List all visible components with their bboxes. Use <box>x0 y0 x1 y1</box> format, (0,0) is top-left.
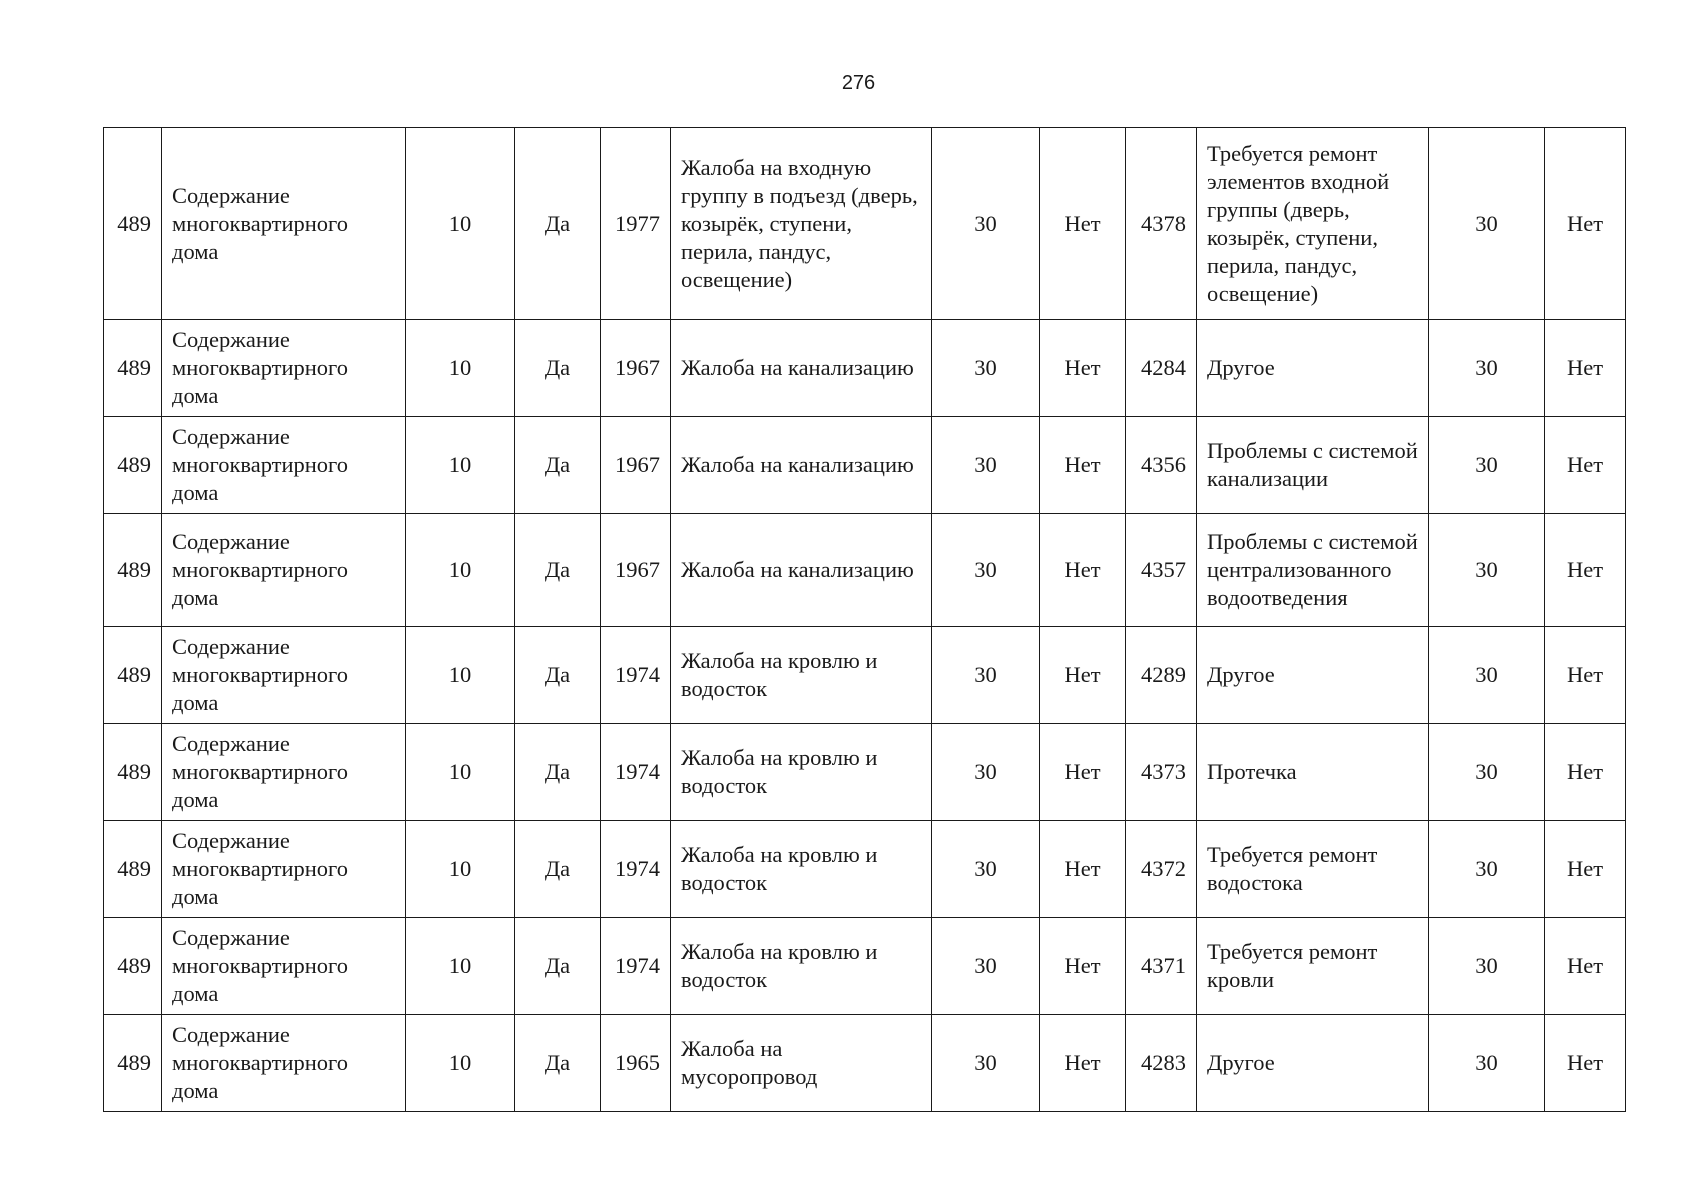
term-cell: 30 <box>1429 724 1545 821</box>
flag-cell: Да <box>515 724 601 821</box>
complaint-cell: Жалоба на входную группу в подъезд (дверь, козырёк, ступени, перила, пандус, освещение) <box>671 128 932 320</box>
term-cell: 30 <box>932 918 1040 1015</box>
value-cell: 10 <box>406 627 515 724</box>
term-cell: 30 <box>1429 514 1545 627</box>
complaint-cell: Жалоба на кровлю и водосток <box>671 627 932 724</box>
year-cell: 1974 <box>601 724 671 821</box>
detail-cell: Требуется ремонт водостока <box>1197 821 1429 918</box>
page-number: 276 <box>841 72 876 94</box>
row-id-cell: 489 <box>104 514 162 627</box>
value-cell: 10 <box>406 1015 515 1112</box>
flag-cell: Нет <box>1545 821 1626 918</box>
row-id-cell: 489 <box>104 1015 162 1112</box>
row-id-cell: 489 <box>104 918 162 1015</box>
flag-cell: Да <box>515 128 601 320</box>
flag-cell: Нет <box>1545 1015 1626 1112</box>
detail-cell: Другое <box>1197 320 1429 417</box>
year-cell: 1974 <box>601 627 671 724</box>
table-row <box>104 627 1626 724</box>
flag-cell: Нет <box>1545 918 1626 1015</box>
value-cell: 10 <box>406 417 515 514</box>
complaint-cell: Жалоба на мусоропровод <box>671 1015 932 1112</box>
flag-cell: Нет <box>1040 417 1126 514</box>
table-row <box>104 724 1626 821</box>
flag-cell: Нет <box>1040 821 1126 918</box>
detail-cell: Другое <box>1197 627 1429 724</box>
year-cell: 1974 <box>601 918 671 1015</box>
value-cell: 10 <box>406 724 515 821</box>
row-id-cell: 489 <box>104 627 162 724</box>
code-cell: 4283 <box>1126 1015 1197 1112</box>
row-id-cell: 489 <box>104 821 162 918</box>
year-cell: 1967 <box>601 320 671 417</box>
term-cell: 30 <box>932 320 1040 417</box>
flag-cell: Да <box>515 821 601 918</box>
complaint-cell: Жалоба на кровлю и водосток <box>671 821 932 918</box>
value-cell: 10 <box>406 320 515 417</box>
flag-cell: Нет <box>1545 514 1626 627</box>
year-cell: 1967 <box>601 514 671 627</box>
term-cell: 30 <box>1429 918 1545 1015</box>
value-cell: 10 <box>406 821 515 918</box>
term-cell: 30 <box>1429 821 1545 918</box>
table-row <box>104 417 1626 514</box>
year-cell: 1977 <box>601 128 671 320</box>
service-name-cell: Содержание многоквартирного дома <box>162 821 406 918</box>
complaint-cell: Жалоба на канализацию <box>671 320 932 417</box>
detail-cell: Проблемы с системой централизованного водоотведения <box>1197 514 1429 627</box>
term-cell: 30 <box>932 128 1040 320</box>
detail-cell: Проблемы с системой канализации <box>1197 417 1429 514</box>
term-cell: 30 <box>932 514 1040 627</box>
term-cell: 30 <box>932 724 1040 821</box>
row-id-cell: 489 <box>104 417 162 514</box>
service-name-cell: Содержание многоквартирного дома <box>162 1015 406 1112</box>
service-name-cell: Содержание многоквартирного дома <box>162 128 406 320</box>
complaint-cell: Жалоба на канализацию <box>671 514 932 627</box>
table-row <box>104 320 1626 417</box>
code-cell: 4357 <box>1126 514 1197 627</box>
detail-cell: Требуется ремонт кровли <box>1197 918 1429 1015</box>
value-cell: 10 <box>406 128 515 320</box>
flag-cell: Нет <box>1545 320 1626 417</box>
flag-cell: Нет <box>1040 918 1126 1015</box>
term-cell: 30 <box>1429 417 1545 514</box>
service-name-cell: Содержание многоквартирного дома <box>162 724 406 821</box>
flag-cell: Нет <box>1040 627 1126 724</box>
year-cell: 1965 <box>601 1015 671 1112</box>
code-cell: 4372 <box>1126 821 1197 918</box>
flag-cell: Нет <box>1040 128 1126 320</box>
table-row <box>104 821 1626 918</box>
flag-cell: Да <box>515 320 601 417</box>
term-cell: 30 <box>1429 1015 1545 1112</box>
row-id-cell: 489 <box>104 724 162 821</box>
service-name-cell: Содержание многоквартирного дома <box>162 514 406 627</box>
service-name-cell: Содержание многоквартирного дома <box>162 417 406 514</box>
term-cell: 30 <box>932 821 1040 918</box>
row-id-cell: 489 <box>104 128 162 320</box>
term-cell: 30 <box>932 1015 1040 1112</box>
flag-cell: Да <box>515 514 601 627</box>
service-name-cell: Содержание многоквартирного дома <box>162 918 406 1015</box>
table-row <box>104 918 1626 1015</box>
detail-cell: Требуется ремонт элементов входной группы (дверь, козырёк, ступени, перила, пандус, освещение) <box>1197 128 1429 320</box>
table-row <box>104 1015 1626 1112</box>
term-cell: 30 <box>1429 320 1545 417</box>
service-name-cell: Содержание многоквартирного дома <box>162 320 406 417</box>
table-row <box>104 128 1626 320</box>
complaint-cell: Жалоба на кровлю и водосток <box>671 918 932 1015</box>
term-cell: 30 <box>1429 128 1545 320</box>
flag-cell: Да <box>515 918 601 1015</box>
service-name-cell: Содержание многоквартирного дома <box>162 627 406 724</box>
term-cell: 30 <box>932 627 1040 724</box>
flag-cell: Нет <box>1040 724 1126 821</box>
flag-cell: Да <box>515 417 601 514</box>
flag-cell: Да <box>515 627 601 724</box>
complaint-cell: Жалоба на канализацию <box>671 417 932 514</box>
detail-cell: Другое <box>1197 1015 1429 1112</box>
code-cell: 4284 <box>1126 320 1197 417</box>
flag-cell: Нет <box>1040 514 1126 627</box>
term-cell: 30 <box>932 417 1040 514</box>
code-cell: 4289 <box>1126 627 1197 724</box>
row-id-cell: 489 <box>104 320 162 417</box>
complaints-table <box>103 127 1626 1112</box>
code-cell: 4373 <box>1126 724 1197 821</box>
year-cell: 1967 <box>601 417 671 514</box>
flag-cell: Нет <box>1040 320 1126 417</box>
detail-cell: Протечка <box>1197 724 1429 821</box>
flag-cell: Да <box>515 1015 601 1112</box>
value-cell: 10 <box>406 918 515 1015</box>
complaint-cell: Жалоба на кровлю и водосток <box>671 724 932 821</box>
flag-cell: Нет <box>1545 627 1626 724</box>
flag-cell: Нет <box>1545 128 1626 320</box>
table-body <box>104 128 1626 1112</box>
code-cell: 4378 <box>1126 128 1197 320</box>
flag-cell: Нет <box>1545 417 1626 514</box>
code-cell: 4371 <box>1126 918 1197 1015</box>
flag-cell: Нет <box>1040 1015 1126 1112</box>
value-cell: 10 <box>406 514 515 627</box>
flag-cell: Нет <box>1545 724 1626 821</box>
year-cell: 1974 <box>601 821 671 918</box>
term-cell: 30 <box>1429 627 1545 724</box>
code-cell: 4356 <box>1126 417 1197 514</box>
table-row <box>104 514 1626 627</box>
